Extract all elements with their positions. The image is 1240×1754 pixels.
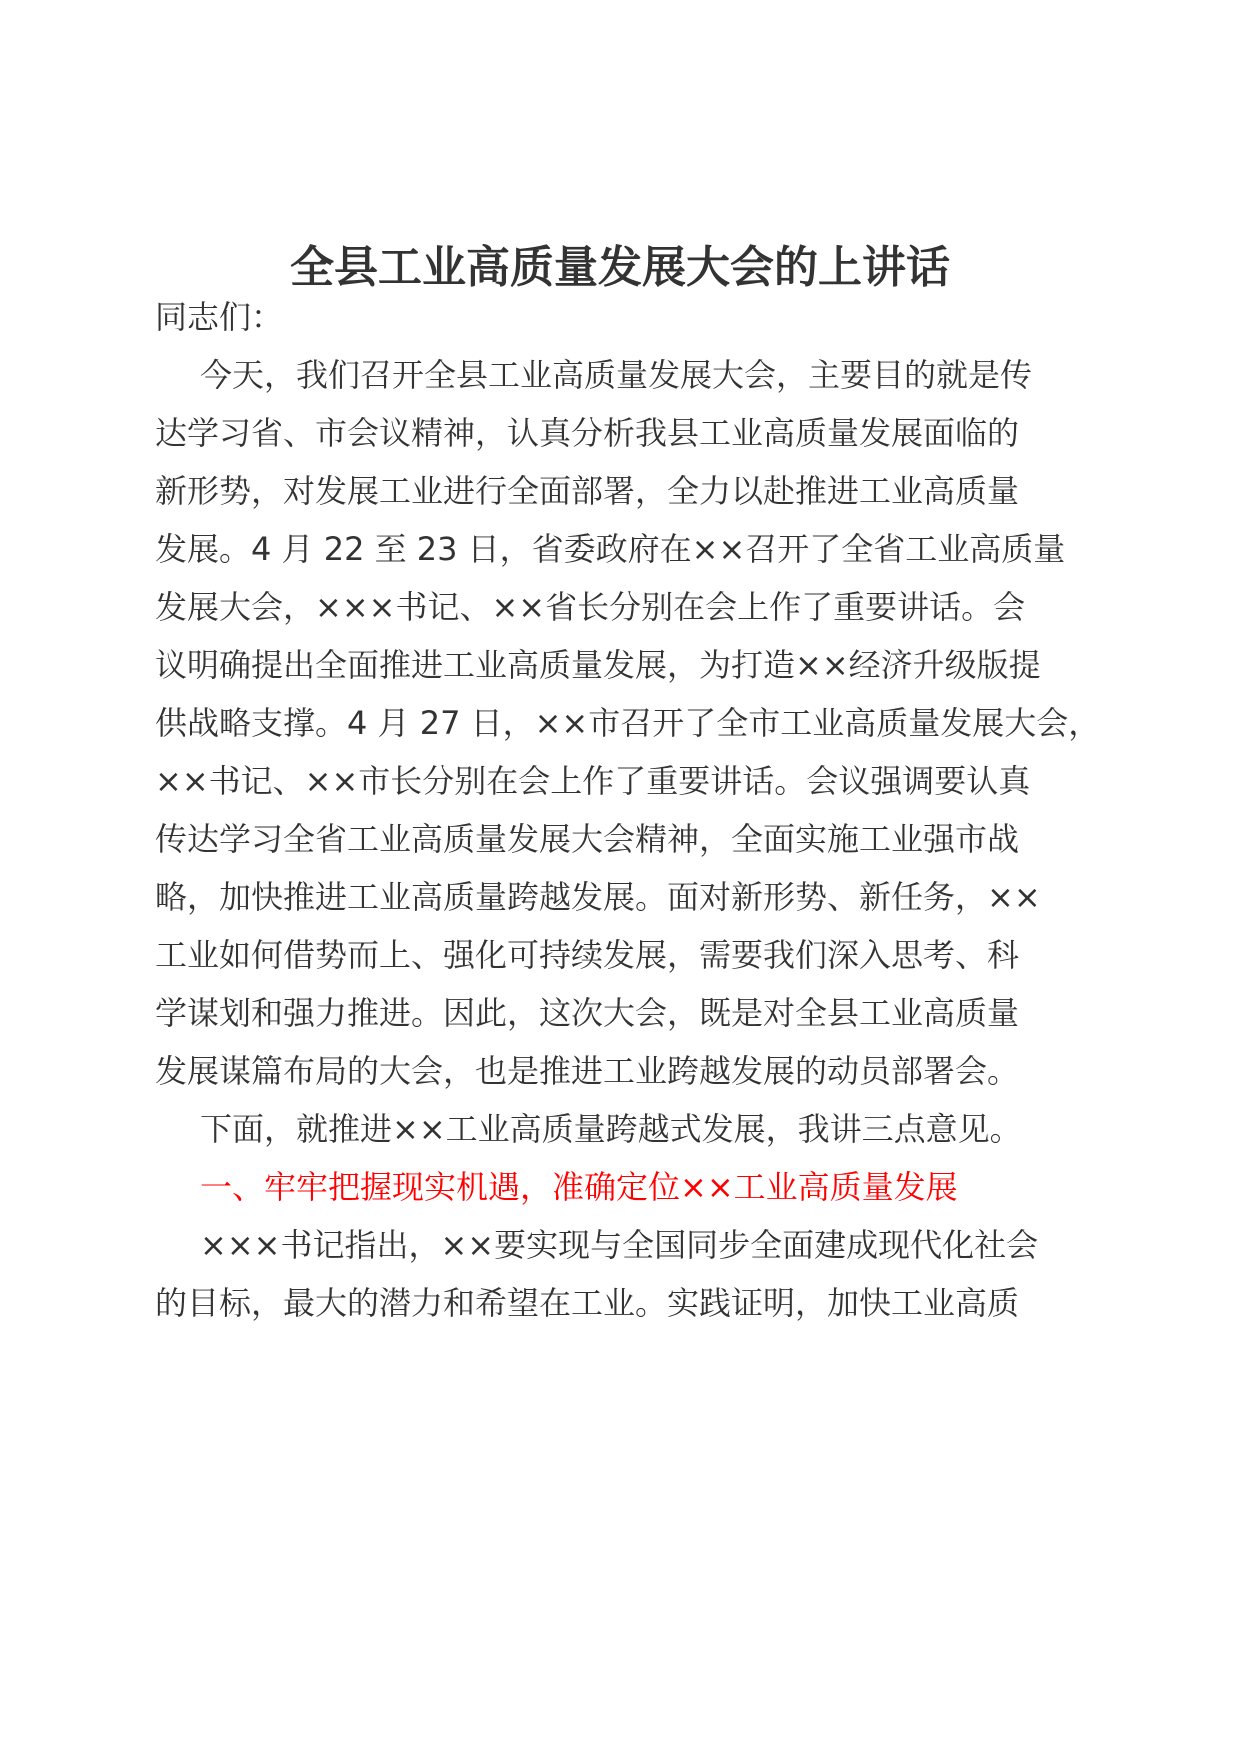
- paragraph-line: 工业如何借势而上、强化可持续发展，需要我们深入思考、科: [155, 936, 1020, 974]
- salutation: 同志们：: [155, 298, 284, 336]
- paragraph-line: 传达学习全省工业高质量发展大会精神，全面实施工业强市战: [155, 820, 1020, 858]
- section-heading: 一、牢牢把握现实机遇，准确定位××工业高质量发展: [200, 1168, 958, 1206]
- paragraph-line: 略，加快推进工业高质量跨越发展。面对新形势、新任务，××: [155, 878, 1041, 916]
- paragraph-line: 发展大会，×××书记、××省长分别在会上作了重要讲话。会: [155, 588, 1026, 626]
- paragraph-line: ××书记、××市长分别在会上作了重要讲话。会议强调要认真: [155, 762, 1031, 800]
- paragraph-line: 发展谋篇布局的大会，也是推进工业跨越发展的动员部署会。: [155, 1052, 1020, 1090]
- document-title: 全县工业高质量发展大会的上讲话: [290, 242, 950, 293]
- paragraph-line: 发展。4 月 22 至 23 日，省委政府在××召开了全省工业高质量: [155, 530, 1066, 568]
- paragraph-line: 今天，我们召开全县工业高质量发展大会，主要目的就是传: [200, 356, 1033, 394]
- paragraph-line: ×××书记指出，××要实现与全国同步全面建成现代化社会: [200, 1226, 1039, 1264]
- paragraph-line: 供战略支撑。4 月 27 日，××市召开了全市工业高质量发展大会，: [155, 704, 1101, 742]
- paragraph-line: 议明确提出全面推进工业高质量发展，为打造××经济升级版提: [155, 646, 1041, 684]
- paragraph-line: 下面，就推进××工业高质量跨越式发展，我讲三点意见。: [200, 1110, 1022, 1148]
- paragraph-line: 达学习省、市会议精神，认真分析我县工业高质量发展面临的: [155, 414, 1020, 452]
- paragraph-line: 的目标，最大的潜力和希望在工业。实践证明，加快工业高质: [155, 1284, 1020, 1322]
- paragraph-line: 学谋划和强力推进。因此，这次大会，既是对全县工业高质量: [155, 994, 1020, 1032]
- paragraph-line: 新形势，对发展工业进行全面部署，全力以赴推进工业高质量: [155, 472, 1020, 510]
